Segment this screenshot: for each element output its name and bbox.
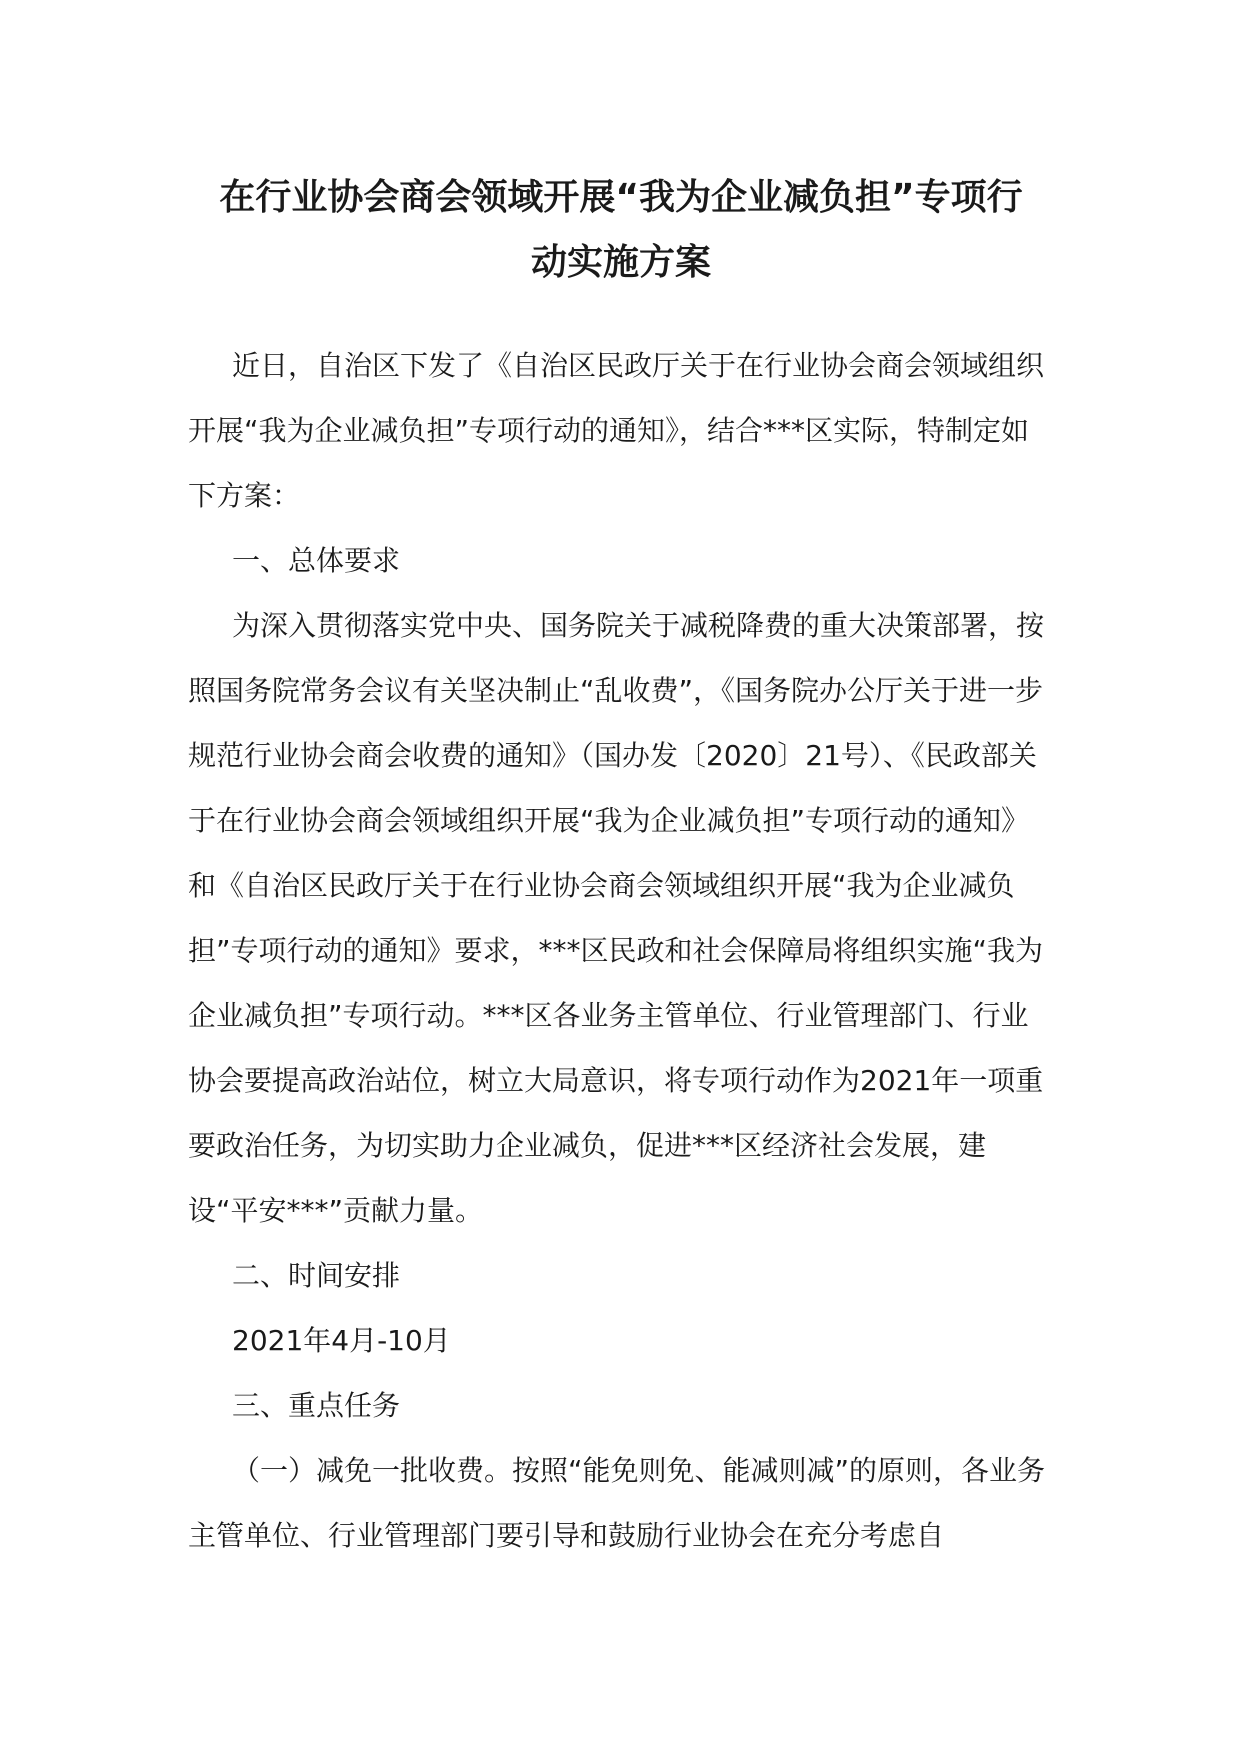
document-title-line-1: 在行业协会商会领域开展“我为企业减负担”专项行 [219, 177, 1023, 218]
schedule-paragraph: 2021年4月-10月 [232, 1324, 451, 1357]
document-title-line-2: 动实施方案 [530, 242, 711, 283]
document-body [188, 333, 1054, 1568]
section-heading-1: 一、总体要求 [232, 544, 401, 577]
intro-paragraph: 近日，自治区下发了《自治区民政厅关于在行业协会商会领域组织开展“我为企业减负担”专项行动的通知》，结合***区实际，特制定如下方案： [188, 349, 1045, 512]
section-heading-2: 二、时间安排 [232, 1259, 401, 1292]
section-heading-3: 三、重点任务 [232, 1389, 401, 1422]
task-1-paragraph: （一）减免一批收费。按照“能免则免、能减则减”的原则，各业务主管单位、行业管理部门要引导和鼓励行业协会在充分考虑自 [188, 1454, 1046, 1552]
general-requirements-paragraph: 为深入贯彻落实党中央、国务院关于减税降费的重大决策部署，按照国务院常务会议有关坚决制止“乱收费”，《国务院办公厅关于进一步规范行业协会商会收费的通知》（国办发〔2020〕21号）、《民政部关于在行业协会商会领域组织开展“我为企业减负担”专项行动的通知》和《自治区民政厅关于在行业协会商会领域组织开展“我为企业减负担”专项行动的通知》要求，***区民政和社会保障局将组织实施“我为企业减负担”专项行动。***区各业务主管单位、行业管理部门、行业协会要提高政治站位，树立大局意识，将专项行动作为2021年一项重要政治任务，为切实助力企业减负，促进***区经济社会发展，建设“平安***”贡献力量。 [188, 609, 1045, 1227]
